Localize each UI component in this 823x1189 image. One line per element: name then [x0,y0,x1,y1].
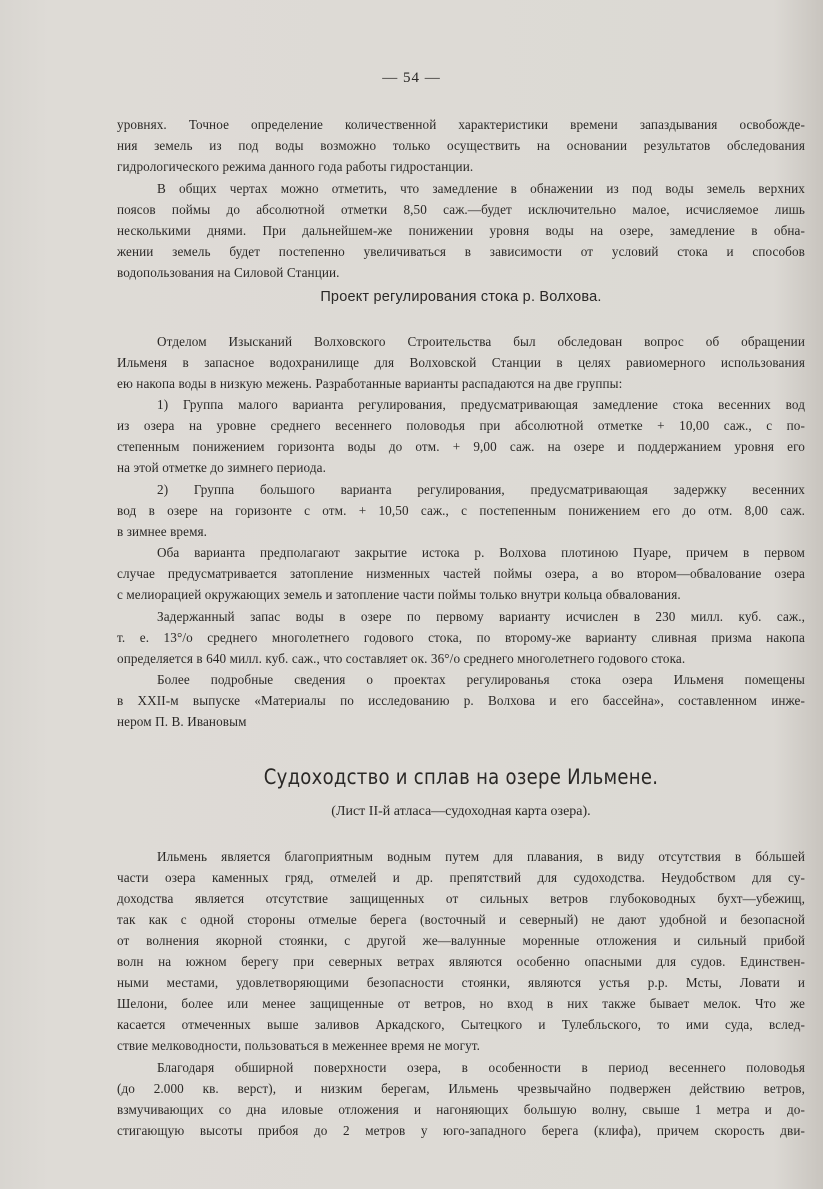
text-line: уровнях. Точное определение количественной характеристики времени запаздывания освобожде- [117,117,805,132]
text-line: ными местами, удовлетворяющими безопасности стоянки, являются устья р.р. Мсты, Ловати и [117,975,805,990]
text-line: случае предусматривается затопление низменных частей поймы озера, а во втором—обвалование озера [117,566,805,581]
text-line: т. е. 13°/о среднего многолетнего годового стока, по второму-же варианту сливная призма накопа [117,630,805,645]
text-line: в зимнее время. [117,524,208,539]
text-line: Оба варианта предполагают закрытие истока р. Волхова плотиною Пуаре, причем в первом [157,545,805,560]
section1-paragraph-6 [117,669,805,732]
text-line: части озера каменных гряд, отмелей и др. препятствий для судоходства. Неудобством для су- [117,870,805,885]
text-line: 2) Группа большого варианта регулирования, предусматривающая задержку весенних [157,482,805,497]
intro-paragraph-2 [117,178,805,283]
text-line: определяется в 640 милл. куб. саж., что составляет ок. 36°/о среднего многолетнего годового стока. [117,651,686,666]
text-line: Ильменя в запасное водохранилище для Волховской Станции в целях равиомерного использования [117,355,805,370]
text-line: взмучивающих со дна иловые отложения и нагоняющих большую волну, свыше 1 метра и до- [117,1102,805,1117]
text-line: Более подробные сведения о проектах регулированья стока озера Ильменя помещены [157,672,805,687]
text-line: вод в озере на горизонте с отм. + 10,50 саж., с постепенным понижением его до отм. 8,00 саж. [117,503,805,518]
section2-paragraph-1 [117,846,805,1056]
text-line: Ильмень является благоприятным водным путем для плавания, в виду отсутствия в бóльшей [157,849,805,864]
section2-paragraph-2 [117,1057,805,1141]
section1-paragraph-3 [117,479,805,542]
text-line: степенным понижением горизонта воды до отм. + 9,00 саж. на озере и поддержанием уровня его [117,439,805,454]
text-line: касается отмеченных выше заливов Аркадского, Сытецкого и Тулебльского, то ими суда, вслед- [117,1017,805,1032]
text-line: из озера на уровне среднего весеннего половодья при абсолютной отметке + 10,00 саж., с по- [117,418,805,433]
text-line: нером П. В. Ивановым [117,714,247,729]
text-line: доходства является отсутствие защищенных от сильных ветров глубоководных бухт—убежищ, [117,891,805,906]
text-line: жении земель будет постепенно увеличиваться в зависимости от условий стока и способов [117,244,805,259]
text-line: несколькими днями. При дальнейшем-же понижении уровня воды на озере, замедление в обна- [117,223,805,238]
text-line: стигающую высоты прибоя до 2 метров у юго-западного берега (клифа), причем скорость дви- [117,1123,805,1138]
intro-paragraph [117,114,805,177]
text-line: волн на южном берегу при северных ветрах являются особенно опасными для судов. Единствен- [117,954,805,969]
text-line: (до 2.000 кв. верст), и низким берегам, Ильмень чрезвычайно подвержен действию ветров, [117,1081,805,1096]
text-line: ствие мелководности, пользоваться в меженнее время не могут. [117,1038,481,1053]
text-line: 1) Группа малого варианта регулирования, предусматривающая замедление стока весенних вод [157,397,805,412]
text-line: Шелони, более или менее защищенные от ветров, но вход в них также бывает мелок. Что же [117,996,805,1011]
text-line: так как с одной стороны отмелые берега (восточный и северный) не дают удобной и безопасной [117,912,805,927]
text-line: Отделом Изысканий Волховского Строительства был обследован вопрос об обращении [157,334,805,349]
text-line: гидрологического режима данного года работы гидростанции. [117,159,474,174]
section-heading-regulation: Проект регулирования стока р. Волхова. [320,289,602,305]
text-line: Задержанный запас воды в озере по первому варианту исчислен в 230 милл. куб. саж., [157,609,805,624]
section1-paragraph-2 [117,394,805,478]
section1-paragraph-1 [117,331,805,394]
text-line: водопользования на Силовой Станции. [117,265,340,280]
section-heading-navigation: Судоходство и сплав на озере Ильмене. [263,765,659,789]
text-line: поясов поймы до абсолютной отметки 8,50 саж.—будет исключительно малое, исчисляемое лишь [117,202,805,217]
section1-paragraph-5 [117,606,805,669]
section1-paragraph-4 [117,542,805,605]
text-line: от волнения якорной стоянки, с другой же—валунные моренные отложения и сильный прибой [117,933,805,948]
text-line: в XXII-м выпуске «Материалы по исследованию р. Волхова и его бассейна», составленном инже- [117,693,805,708]
text-line: ею накопа воды в низкую межень. Разработанные варианты распадаются на две группы: [117,376,623,391]
text-line: В общих чертах можно отметить, что замедление в обнажении из под воды земель верхних [157,181,805,196]
text-line: ния земель из под воды возможно только осуществить на основании результатов обследования [117,138,805,153]
text-line: на этой отметке до зимнего периода. [117,460,327,475]
text-line: Благодаря обширной поверхности озера, в особенности в период весеннего половодья [157,1060,805,1075]
text-line: с мелиорацией окружающих земель и затопление части поймы только внутри кольца обвалования. [117,587,681,602]
section-subtitle-atlas: (Лист II-й атласа—судоходная карта озера). [331,804,591,819]
page-number: — 54 — [382,70,441,86]
